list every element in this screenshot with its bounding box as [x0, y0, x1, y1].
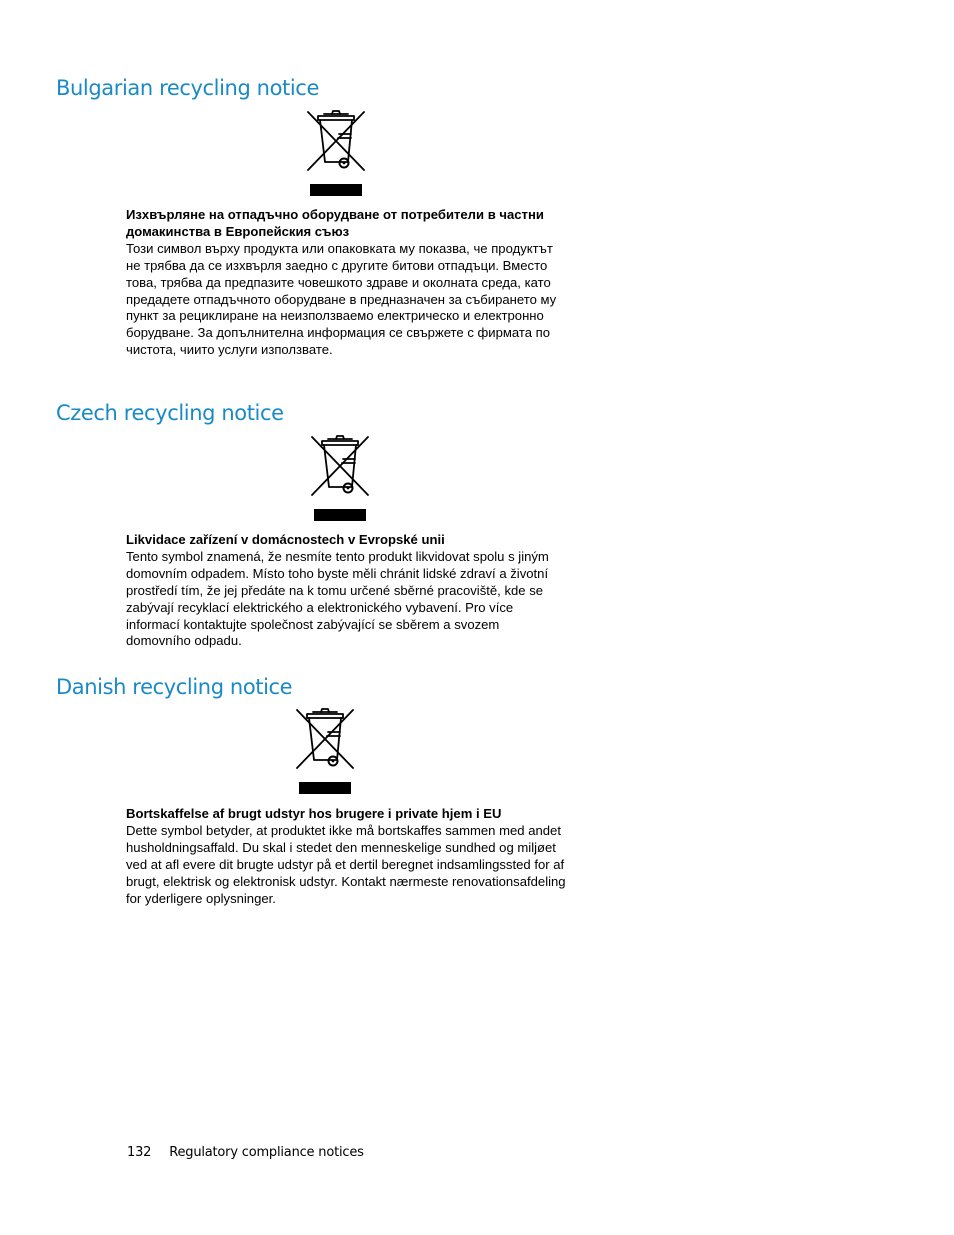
notice-heading: Изхвърляне на отпадъчно оборудване от потребители в частни домакинства в Европейския съюз [126, 207, 544, 239]
section-title-danish: Danish recycling notice [56, 675, 293, 699]
notice-danish [126, 806, 566, 907]
page-number: 132 [127, 1145, 152, 1160]
notice-body: Този символ върху продукта или опаковката му показва, че продуктът не трябва да се изхвърля заедно с другите битови отпадъци. Вместо това, трябва да предпазите човешкото здраве и околната среда, като предадете отпадъчното оборудване в предназначен за събирането му пункт за рециклиране на неизползваемо електрическо и електронно борудване. За допълнителна информация се свържете с фирмата по чистота, чиито услуги използвате. [126, 240, 557, 358]
notice-bulgarian [126, 207, 566, 359]
notice-heading: Bortskaffelse af brugt udstyr hos brugere i private hjem i EU [126, 806, 502, 821]
page-footer [127, 1145, 364, 1160]
crossed-out-wheelie-bin-icon [306, 108, 366, 198]
notice-body: Dette symbol betyder, at produktet ikke må bortskaffes sammen med andet husholdningsaffald. Du skal i stedet den menneskelige sundhed og miljøet ved at afl evere dit brugte udstyr på et dertil beregnet indsamlingssted for af brugt, elektrisk og elektronisk udstyr. Kontakt nærmeste renovationsafdeling for yderligere oplysninger. [126, 822, 566, 906]
section-title-czech: Czech recycling notice [56, 401, 284, 425]
notice-czech [126, 532, 566, 650]
notice-body: Tento symbol znamená, že nesmíte tento produkt likvidovat spolu s jiným domovním odpadem. Místo toho byste měli chránit lidské zdraví a životní prostředí tím, že jej předáte na k tomu určené sběrné pracoviště, kde se zabývají recyklací elektrického a elektronického vybavení. Pro více informací kontaktujte společnost zabývající se sběrem a svozem domovního odpadu. [126, 548, 549, 649]
chapter-title: Regulatory compliance notices [169, 1145, 364, 1160]
notice-heading: Likvidace zařízení v domácnostech v Evropské unii [126, 532, 445, 547]
crossed-out-wheelie-bin-icon [295, 706, 355, 796]
section-title-bulgarian: Bulgarian recycling notice [56, 76, 319, 100]
crossed-out-wheelie-bin-icon [310, 433, 370, 523]
